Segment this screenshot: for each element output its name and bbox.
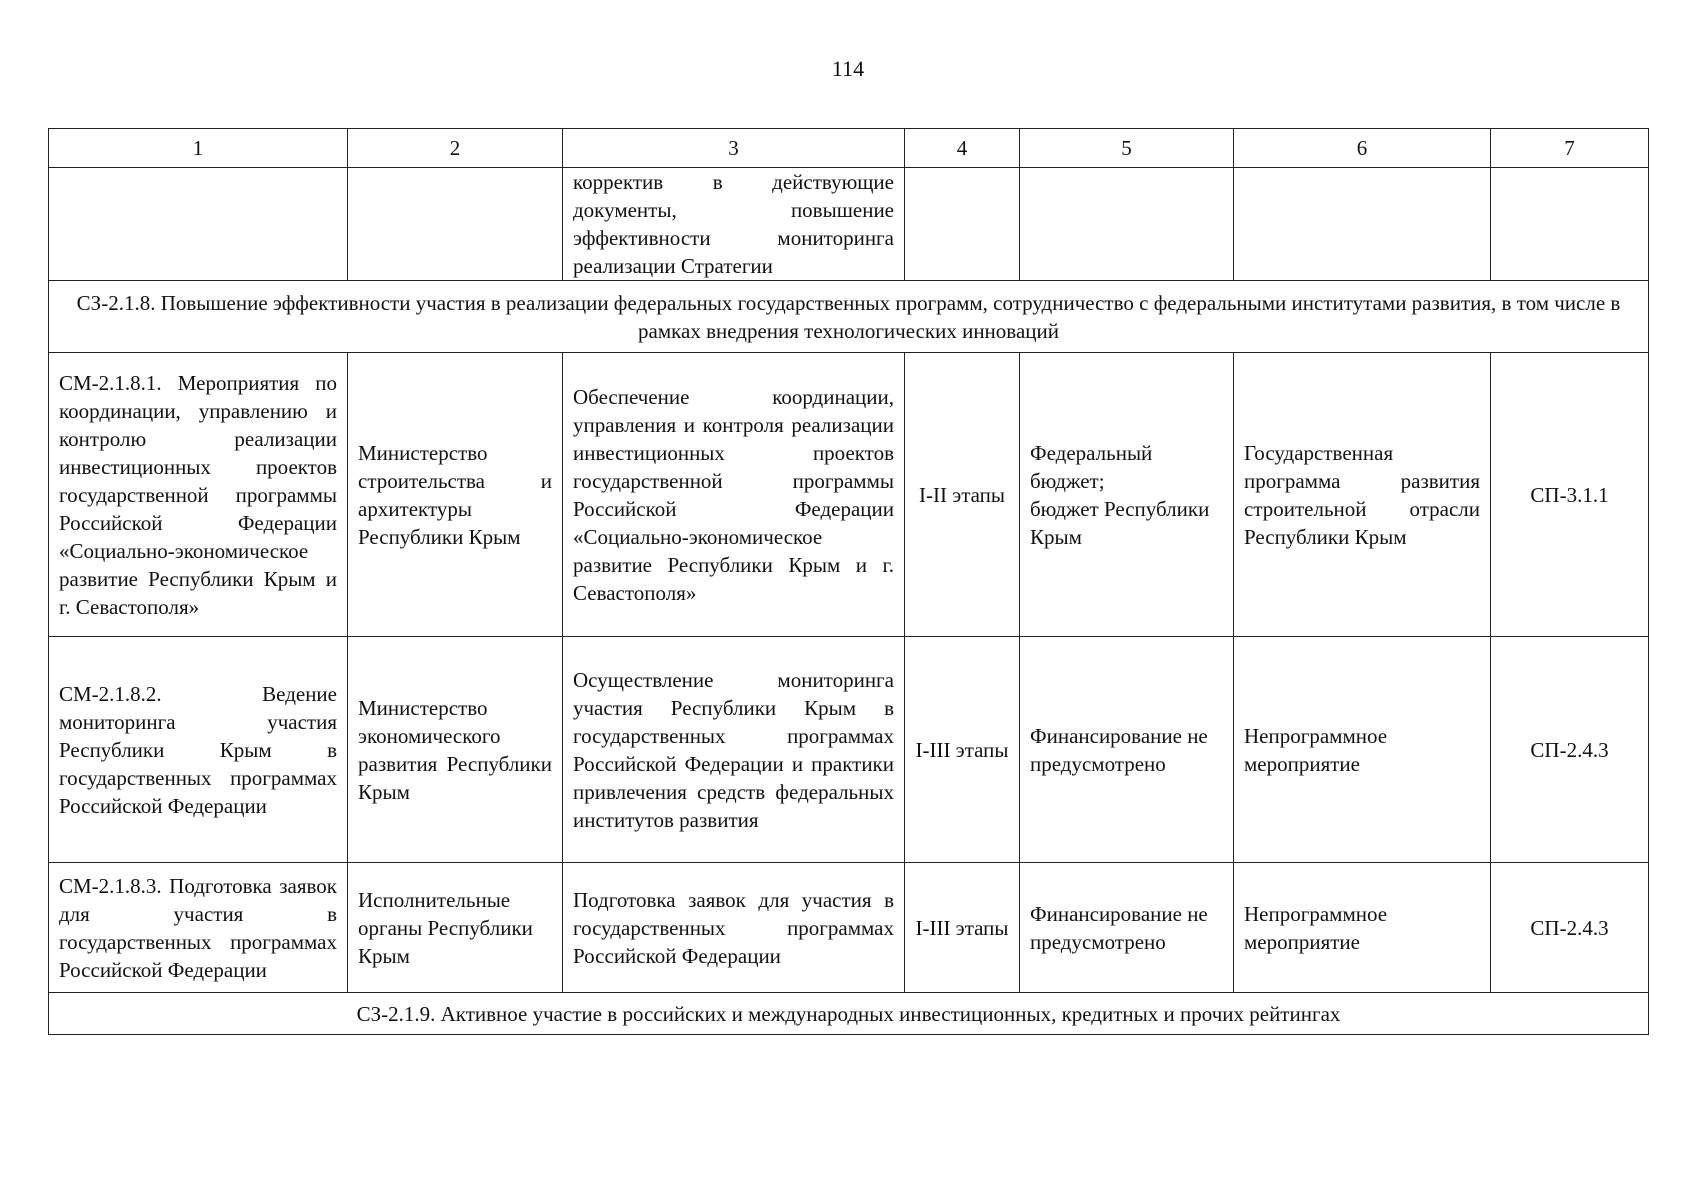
continuation-row bbox=[49, 168, 1649, 281]
code-cell: СП-2.4.3 bbox=[1491, 637, 1649, 863]
header-col-3: 3 bbox=[563, 129, 905, 168]
header-col-1: 1 bbox=[49, 129, 348, 168]
table-row bbox=[49, 637, 1649, 863]
table-cell bbox=[1234, 168, 1491, 281]
result-cell: Осуществление мониторинга участия Республики Крым в государственных программах Российской Федерации и практики привлечения средств федеральных институтов развития bbox=[563, 637, 905, 863]
result-cell: Обеспечение координации, управления и контроля реализации инвестиционных проектов государственной программы Российской Федерации «Социально-экономическое развитие Республики Крым и г. Севастополя» bbox=[563, 353, 905, 637]
responsible-cell: Министерство строительства и архитектуры Республики Крым bbox=[348, 353, 563, 637]
measure-cell: СМ-2.1.8.2. Ведение мониторинга участия Республики Крым в государственных программах Российской Федерации bbox=[49, 637, 348, 863]
header-col-2: 2 bbox=[348, 129, 563, 168]
result-cell: Подготовка заявок для участия в государственных программах Российской Федерации bbox=[563, 863, 905, 993]
section-row bbox=[49, 281, 1649, 353]
measures-table bbox=[48, 128, 1649, 1035]
responsible-cell: Исполнительные органы Республики Крым bbox=[348, 863, 563, 993]
section-row bbox=[49, 993, 1649, 1035]
section-heading: СЗ-2.1.9. Активное участие в российских и международных инвестиционных, кредитных и прочих рейтингах bbox=[49, 993, 1649, 1035]
stages-cell: I-II этапы bbox=[905, 353, 1020, 637]
table-cell bbox=[348, 168, 563, 281]
table-cell bbox=[1491, 168, 1649, 281]
table-row bbox=[49, 863, 1649, 993]
program-cell: Государственная программа развития строительной отрасли Республики Крым bbox=[1234, 353, 1491, 637]
funding-cell: Федеральный бюджет; бюджет Республики Крым bbox=[1020, 353, 1234, 637]
table-cell bbox=[1020, 168, 1234, 281]
program-cell: Непрограммное мероприятие bbox=[1234, 637, 1491, 863]
stages-cell: I-III этапы bbox=[905, 863, 1020, 993]
table-header-row bbox=[49, 129, 1649, 168]
responsible-cell: Министерство экономического развития Республики Крым bbox=[348, 637, 563, 863]
stages-cell: I-III этапы bbox=[905, 637, 1020, 863]
measure-cell: СМ-2.1.8.1. Мероприятия по координации, управлению и контролю реализации инвестиционных проектов государственной программы Российской Федерации «Социально-экономическое развитие Республики Крым и г. Севастополя» bbox=[49, 353, 348, 637]
header-col-6: 6 bbox=[1234, 129, 1491, 168]
measure-cell: СМ-2.1.8.3. Подготовка заявок для участия в государственных программах Российской Федерации bbox=[49, 863, 348, 993]
section-heading: СЗ-2.1.8. Повышение эффективности участия в реализации федеральных государственных программ, сотрудничество с федеральными институтами развития, в том числе в рамках внедрения технологических инноваций bbox=[49, 281, 1649, 353]
page-number: 114 bbox=[831, 56, 865, 81]
funding-cell: Финансирование не предусмотрено bbox=[1020, 863, 1234, 993]
table-row bbox=[49, 353, 1649, 637]
header-col-7: 7 bbox=[1491, 129, 1649, 168]
header-col-5: 5 bbox=[1020, 129, 1234, 168]
program-cell: Непрограммное мероприятие bbox=[1234, 863, 1491, 993]
header-col-4: 4 bbox=[905, 129, 1020, 168]
continuation-result-cell: корректив в действующие документы, повышение эффективности мониторинга реализации Стратегии bbox=[563, 168, 905, 281]
code-cell: СП-2.4.3 bbox=[1491, 863, 1649, 993]
code-cell: СП-3.1.1 bbox=[1491, 353, 1649, 637]
table-cell bbox=[905, 168, 1020, 281]
table-cell bbox=[49, 168, 348, 281]
funding-cell: Финансирование не предусмотрено bbox=[1020, 637, 1234, 863]
